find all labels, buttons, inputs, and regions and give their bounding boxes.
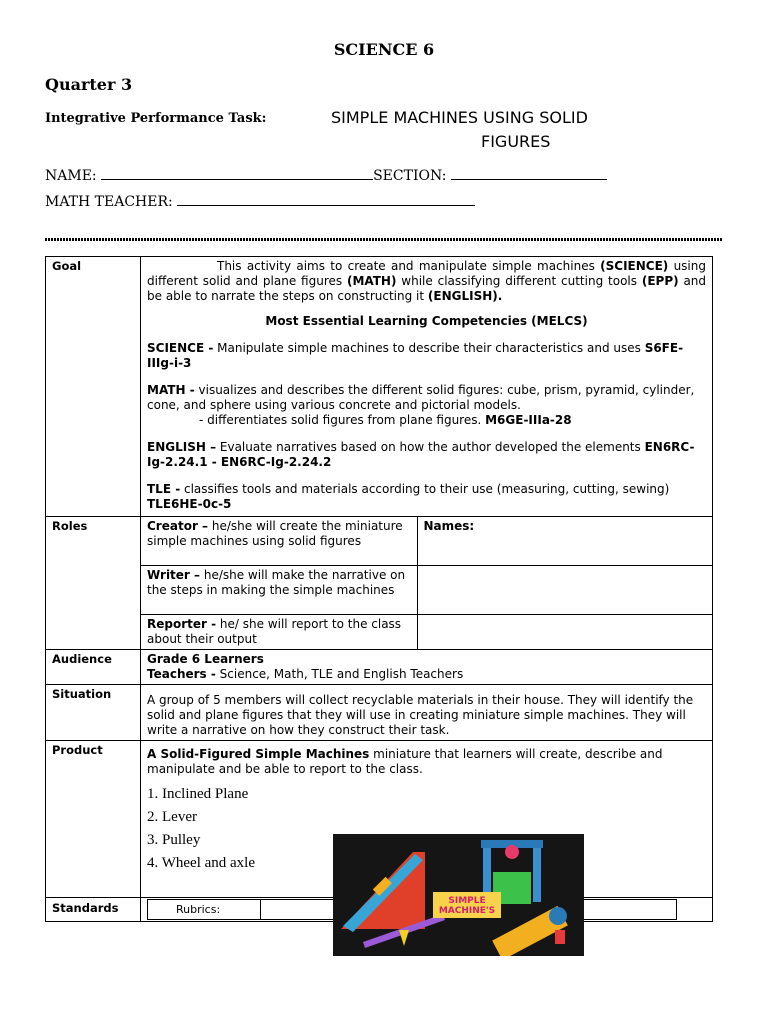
role-reporter-label: Reporter - (147, 617, 217, 631)
simple-machines-illustration (333, 834, 584, 956)
goal-content (141, 257, 713, 517)
name-row (45, 167, 607, 184)
math-code: M6GE-IIIa-28 (485, 413, 572, 427)
product-item-wheel-axle: 4. Wheel and axle (147, 855, 256, 871)
math-teacher-label: MATH TEACHER: (45, 194, 173, 210)
name-label: NAME: (45, 168, 97, 184)
pulley-wheel (505, 845, 519, 859)
tle-competency (147, 482, 706, 512)
goal-intro-text4: and be able to narrate the steps on constructing it (147, 274, 707, 303)
science-label: SCIENCE - (147, 341, 214, 355)
product-item-pulley: 3. Pulley (147, 832, 201, 848)
roles-row (46, 517, 713, 650)
page-title: SCIENCE 6 (333, 40, 435, 59)
goal-english-tag: (ENGLISH). (427, 289, 503, 303)
situation-text: A group of 5 members will collect recyclable materials in their house. They will identify the solid and plane figures that they will use in creating miniature simple machines. They will write a narrative on how they construct their task. (147, 693, 694, 737)
role-reporter (141, 615, 417, 650)
goal-science-tag: (SCIENCE) (600, 259, 669, 273)
english-competency (147, 440, 706, 470)
standards-label: Standards (46, 898, 141, 922)
task-label: Integrative Performance Task: (45, 111, 267, 126)
names-header: Names: (417, 517, 712, 566)
section-field[interactable] (451, 167, 607, 180)
quarter-label: Quarter 3 (45, 75, 133, 94)
math-teacher-row (45, 193, 475, 210)
goal-math-tag: (MATH) (346, 274, 397, 288)
tle-label: TLE - (147, 482, 181, 496)
english-text: Evaluate narratives based on how the author developed the elements (216, 440, 645, 454)
tle-code: TLE6HE-0c-5 (147, 497, 232, 511)
product-label: Product (46, 741, 141, 898)
goal-intro-text3: while classifying different cutting tools (396, 274, 642, 288)
audience-row (46, 650, 713, 685)
goal-intro (147, 259, 706, 304)
audience-label: Audience (46, 650, 141, 685)
audience-line2 (147, 667, 706, 682)
section-label: SECTION: (373, 168, 447, 184)
pulley-post-right (533, 842, 541, 902)
divider (45, 238, 723, 241)
audience-teachers-text: Science, Math, TLE and English Teachers (215, 667, 464, 681)
math-text: visualizes and describes the different solid figures: cube, prism, pyramid, cylinder, cone, and sphere using various concrete and pictorial models. (147, 383, 695, 412)
role-reporter-desc: he/ she will report to the class about their output (147, 617, 402, 646)
english-code: EN6RC-Ig-2.24.1 - EN6RC-Ig-2.24.2 (147, 440, 695, 469)
product-desc (147, 747, 706, 777)
tle-text: classifies tools and materials according to their use (measuring, cutting, sewing) (180, 482, 670, 496)
goal-intro-text2: using different solid and plane figures (147, 259, 706, 288)
situation-row (46, 685, 713, 741)
melcs-heading: Most Essential Learning Competencies (MELCS) (265, 314, 588, 328)
image-caption: SIMPLE MACHINE'S (438, 896, 496, 916)
science-text: Manipulate simple machines to describe their characteristics and uses (213, 341, 645, 355)
rubrics-label-cell (148, 900, 261, 920)
product-bold: A Solid-Figured Simple Machines (147, 747, 370, 761)
audience-teachers-label: Teachers - (147, 667, 216, 681)
roles-content (141, 517, 713, 650)
math-text2: - differentiates solid figures from plane figures. (199, 413, 486, 427)
role-writer (141, 566, 417, 615)
role-creator-desc: he/she will create the miniature simple machines using solid figures (147, 519, 403, 548)
name-field[interactable] (101, 167, 373, 180)
role-writer-desc: he/she will make the narrative on the steps in making the simple machines (147, 568, 406, 597)
situation-label: Situation (46, 685, 141, 741)
goal-row (46, 257, 713, 517)
math-label: MATH - (147, 383, 195, 397)
goal-label: Goal (46, 257, 141, 517)
reporter-name-field[interactable] (417, 615, 712, 650)
roles-label: Roles (46, 517, 141, 650)
goal-epp-tag: (EPP) (641, 274, 679, 288)
writer-name-field[interactable] (417, 566, 712, 615)
role-creator (141, 517, 417, 566)
audience-line1: Grade 6 Learners (147, 652, 264, 666)
product-text: miniature that learners will create, describe and manipulate and be able to report to the class. (147, 747, 663, 776)
math-teacher-field[interactable] (177, 193, 475, 206)
role-creator-label: Creator – (147, 519, 209, 533)
math-competency-2 (147, 413, 706, 428)
audience-content (141, 650, 713, 685)
roles-table (141, 517, 712, 649)
role-writer-label: Writer – (147, 568, 201, 582)
situation-content (141, 685, 713, 741)
science-code: S6FE-IIIg-i-3 (147, 341, 684, 370)
math-competency (147, 383, 706, 413)
task-title-line2: FIGURES (481, 132, 551, 151)
task-title-line1: SIMPLE MACHINES USING SOLID (331, 108, 588, 127)
task-table (45, 256, 713, 922)
simple-machines-photo (333, 834, 584, 956)
product-item-inclined-plane: 1. Inclined Plane (147, 786, 249, 802)
english-label: ENGLISH – (147, 440, 217, 454)
rubrics-label: Rubrics: (176, 903, 221, 916)
wheel-icon (549, 907, 567, 925)
wheel-axle-weight (555, 930, 565, 944)
science-competency (147, 341, 706, 371)
product-item-lever: 2. Lever (147, 809, 197, 825)
goal-intro-text: This activity aims to create and manipulate simple machines (217, 259, 595, 273)
